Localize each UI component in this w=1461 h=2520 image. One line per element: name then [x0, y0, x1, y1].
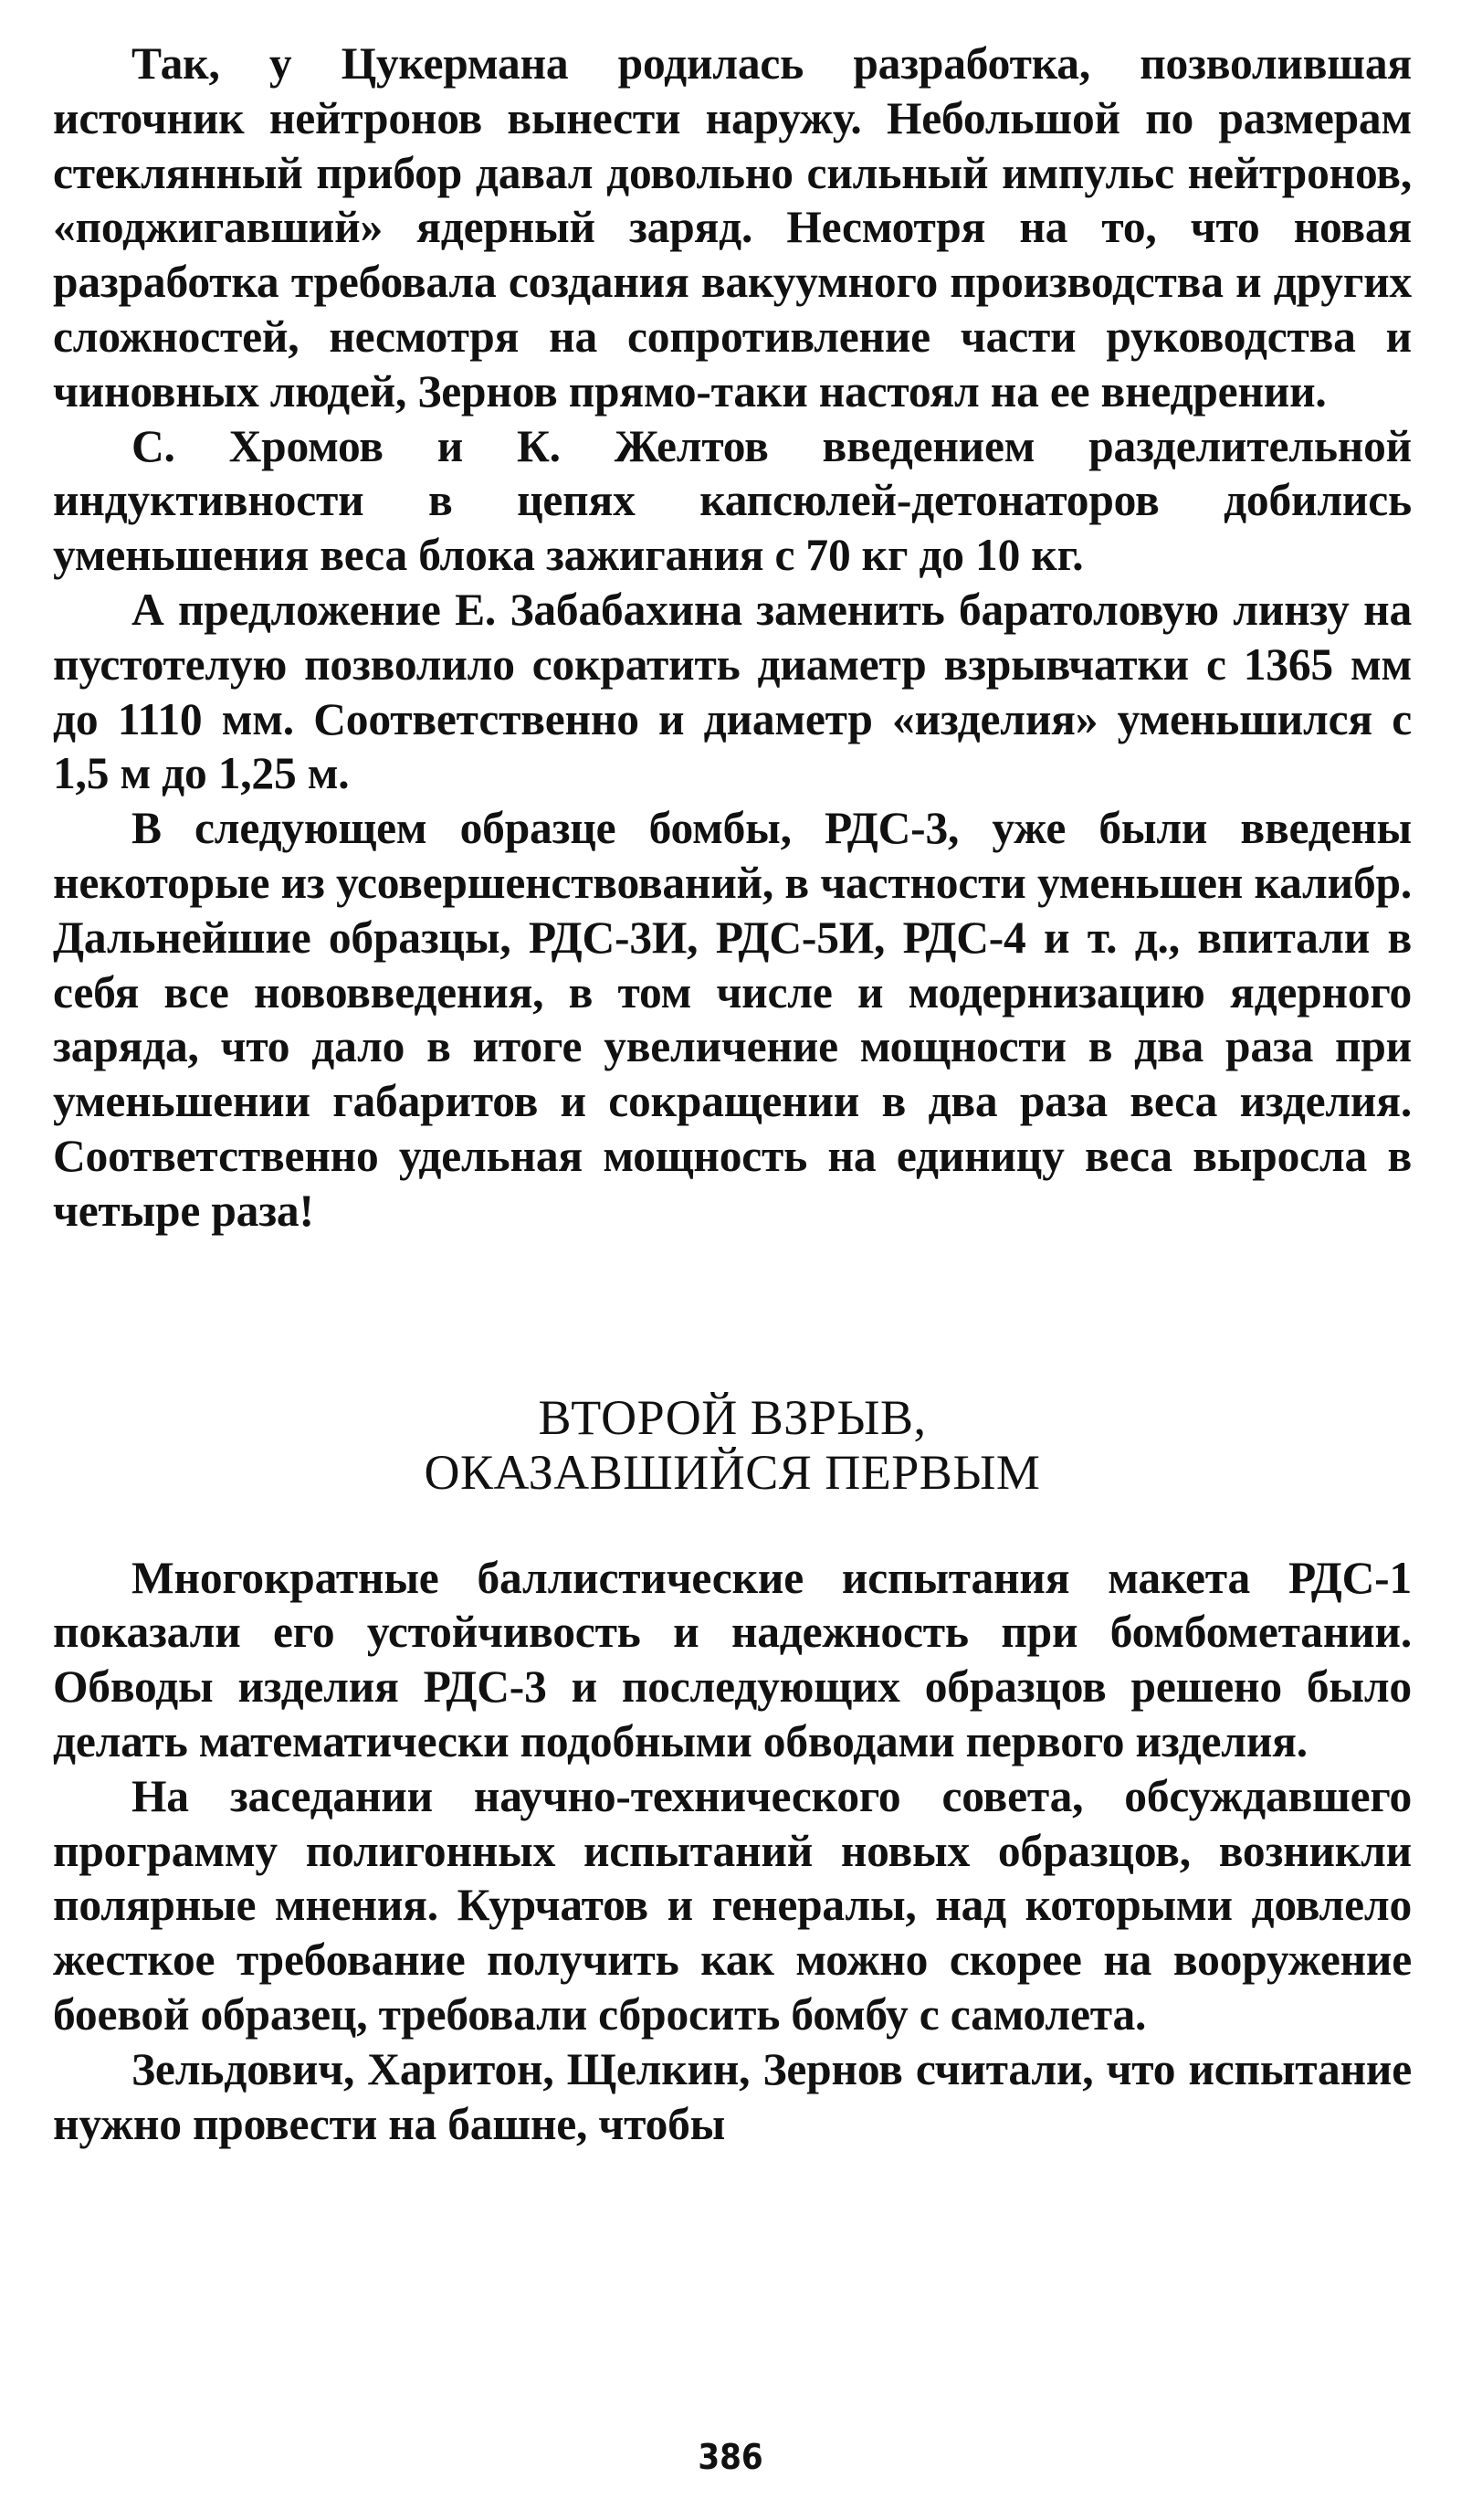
paragraph-zuckerman-neutron-source: Так, у Цукермана родилась разработка, позволившая источник нейтронов вынести наружу. Небольшой по размерам стеклянный прибор давал довольно сильный импульс нейтронов, «поджигавший» ядерный заряд. Несмотря на то, что новая разработка требовала создания вакуумного производства и других сложностей, несмотря на сопротивление части руководства и чиновных людей, Зернов прямо-таки настоял на ее внедрении. [53, 38, 1412, 416]
paragraph-ballistic-tests: Многократные баллистические испытания макета РДС-1 показали его устойчивость и надежность при бомбометании. Обводы изделия РДС-3 и последующих образцов решено было делать математически подобными обводами первого изделия. [53, 1552, 1412, 1766]
paragraph-ignition-block-weight: С. Хромов и К. Желтов введением разделительной индуктивности в цепях капсюлей-детонаторов добились уменьшения веса блока зажигания с 70 кг до 10 кг. [53, 420, 1412, 581]
paragraph-explosive-diameter: А предложение Е. Забабахина заменить баратоловую линзу на пустотелую позволило сократить диаметр взрывчатки с 1365 мм до 1110 мм. Соответственно и диаметр «изделия» уменьшился с 1,5 м до 1,25 м. [53, 584, 1412, 799]
paragraph-rds3-improvements: В следующем образце бомбы, РДС-3, уже были введены некоторые из усовершенствований, в частности уменьшен калибр. Дальнейшие образцы, РДС-3И, РДС-5И, РДС-4 и т. д., впитали в себя все нововведения, в том числе и модернизацию ядерного заряда, что дало в итоге увеличение мощности в два раза при уменьшении габаритов и сокращении в два раза веса изделия. Соответственно удельная мощность на единицу веса выросла в четыре раза! [53, 803, 1412, 1236]
paragraph-tower-test-opinion: Зельдович, Харитон, Щелкин, Зернов считали, что испытание нужно провести на башне, чтобы [53, 2043, 1412, 2149]
paragraph-technical-council: На заседании научно-технического совета, обсуждавшего программу полигонных испытаний новых образцов, возникли полярные мнения. Курчатов и генералы, над которыми довлело жесткое требование получить как можно скорее на вооружение боевой образец, требовали сбросить бомбу с самолета. [53, 1770, 1412, 2040]
chapter-title [53, 1390, 1412, 1500]
chapter-title-line-1: ВТОРОЙ ВЗРЫВ, [538, 1389, 927, 1445]
chapter-title-line-2: ОКАЗАВШИЙСЯ ПЕРВЫМ [424, 1444, 1041, 1500]
page-number: 386 [698, 2437, 763, 2477]
book-page [53, 37, 1412, 2151]
